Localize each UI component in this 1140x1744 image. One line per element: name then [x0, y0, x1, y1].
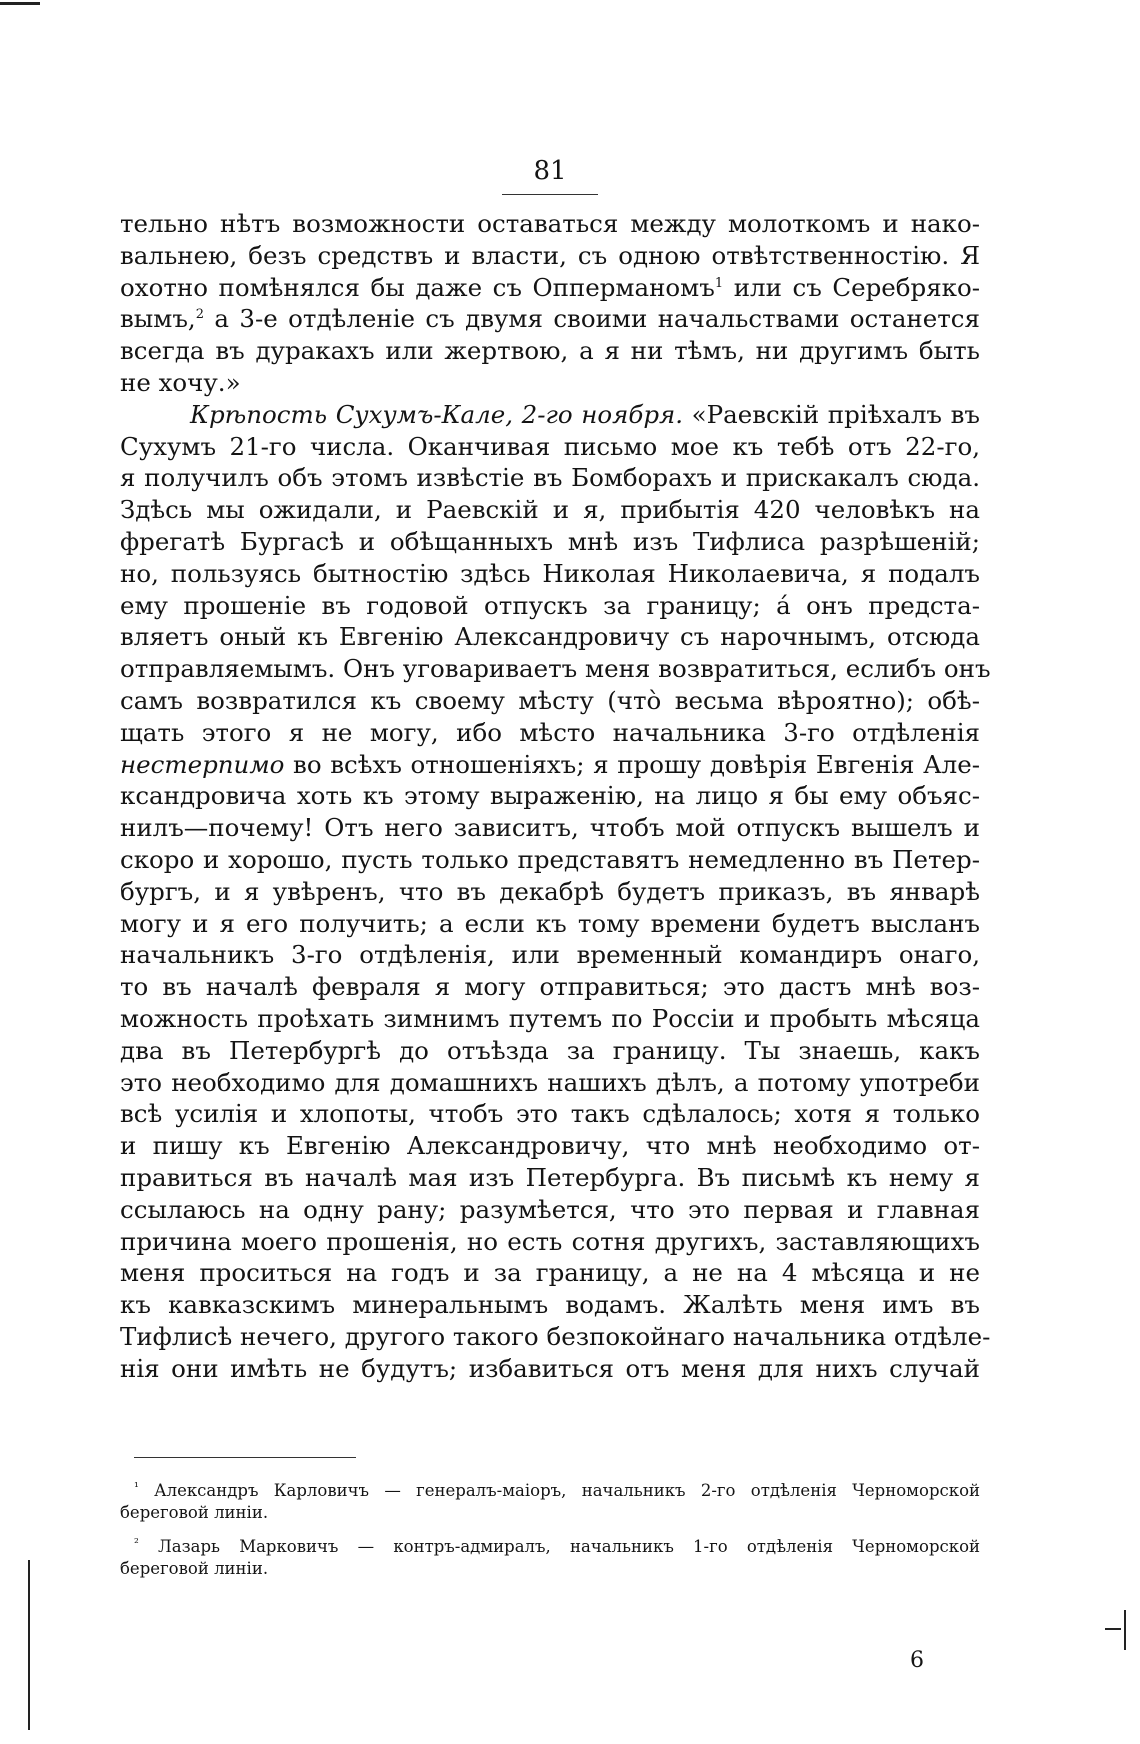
- footnote-text: Лазарь Марковичъ — контръ-адмиралъ, начальникъ 1-го отдѣленія Черноморской: [158, 1537, 980, 1556]
- footnote-line: береговой линіи.: [120, 1503, 269, 1522]
- text-line: но, пользуясь бытностію здѣсь Николая Николаевича, я подалъ: [120, 558, 980, 588]
- footnote-rule: [134, 1457, 356, 1458]
- text-fragment: «Раевскій пріѣхалъ въ: [691, 399, 980, 429]
- page-number-rule: [502, 194, 598, 195]
- text-line: можность проѣхать зимнимъ путемъ по Россіи и пробыть мѣсяца: [120, 1003, 980, 1033]
- text-line: правиться въ началѣ мая изъ Петербурга. Въ письмѣ къ нему я: [120, 1162, 980, 1192]
- scan-artifact-right-edge: [1124, 1610, 1126, 1650]
- text-line: начальникъ 3-го отдѣленія, или временный командиръ онаго,: [120, 940, 980, 970]
- footnote-line: береговой линіи.: [120, 1559, 269, 1578]
- footnote-line: [120, 1480, 980, 1502]
- text-line: щать этого я не могу, ибо мѣсто начальника 3-го отдѣленія: [120, 717, 980, 747]
- body-text: [120, 208, 991, 1384]
- footnote: [120, 1480, 980, 1524]
- text-line: самъ возвратился къ своему мѣсту (что̀ весьма вѣроятно); обѣ-: [120, 685, 980, 715]
- text-line: къ кавказскимъ минеральнымъ водамъ. Жалѣть меня имъ въ: [120, 1290, 980, 1320]
- page-number: 81: [533, 156, 567, 186]
- footnote: [120, 1536, 980, 1580]
- signature-mark: 6: [910, 1648, 924, 1673]
- text-line: [120, 399, 980, 431]
- scan-artifact-left-edge: [28, 1560, 30, 1730]
- text-fragment: охотно помѣнялся бы даже съ Опперманомъ: [120, 272, 715, 302]
- text-line: всегда въ дуракахъ или жертвою, а я ни тѣмъ, ни другимъ быть: [120, 336, 980, 366]
- text-line: два въ Петербургѣ до отъѣзда за границу. Ты знаешь, какъ: [120, 1035, 980, 1065]
- text-fragment: вымъ,: [120, 304, 196, 334]
- text-line: отправляемымъ. Онъ уговариваетъ меня возвратиться, еслибъ онъ: [120, 654, 991, 684]
- text-line: я получилъ объ этомъ извѣстіе въ Бомборахъ и прискакалъ сюда.: [120, 463, 980, 493]
- text-line: меня проситься на годъ и за границу, а не на 4 мѣсяца и не: [120, 1258, 980, 1288]
- footnotes: [120, 1480, 980, 1580]
- text-fragment: или съ Серебряко-: [733, 272, 981, 302]
- text-line: Сухумъ 21-го числа. Оканчивая письмо мое къ тебѣ отъ 22-го,: [120, 431, 980, 461]
- footnote-text: Александръ Карловичъ — генералъ-маіоръ, начальникъ 2-го отдѣленія Черноморской: [154, 1481, 980, 1500]
- text-line: фрегатѣ Бургасѣ и обѣщанныхъ мнѣ изъ Тифлиса разрѣшеній;: [120, 526, 980, 556]
- footnote-marker: 1: [714, 275, 724, 291]
- text-line: нилъ—почему! Отъ него зависитъ, чтобъ мой отпускъ вышелъ и: [120, 813, 980, 843]
- text-line: ксандровича хоть къ этому выраженію, на лицо я бы ему объяс-: [120, 781, 980, 811]
- text-line: скоро и хорошо, пусть только представятъ немедленно въ Петер-: [120, 844, 980, 874]
- text-line: Здѣсь мы ожидали, и Раевскій и я, прибытія 420 человѣкъ на: [120, 495, 980, 525]
- text-line: тельно нѣтъ возможности оставаться между молоткомъ и нако-: [120, 209, 980, 238]
- emphasis: нестерпимо: [120, 749, 285, 779]
- text-line: вляетъ оный къ Евгенію Александровичу съ нарочнымъ, отсюда: [120, 622, 980, 652]
- footnote-mark: ²: [134, 1536, 139, 1550]
- scan-artifact-top-left: [0, 2, 40, 5]
- text-fragment: во всѣхъ отношеніяхъ; я прошу довѣрія Евгенія Але-: [293, 749, 980, 779]
- text-line: не хочу.»: [120, 367, 241, 397]
- text-line: и пишу къ Евгенію Александровичу, что мнѣ необходимо от-: [120, 1131, 980, 1161]
- text-line: всѣ усилія и хлопоты, чтобъ это такъ сдѣлалось; хотя я только: [120, 1099, 980, 1129]
- text-line: причина моего прошенія, но есть сотня другихъ, заставляющихъ: [120, 1226, 980, 1256]
- text-line: то въ началѣ февраля я могу отправиться; это дастъ мнѣ воз-: [120, 972, 980, 1002]
- text-line: вальнею, безъ средствъ и власти, съ одною отвѣтственностію. Я: [120, 240, 980, 270]
- footnote-mark: ¹: [134, 1480, 139, 1494]
- text-line: это необходимо для домашнихъ нашихъ дѣлъ, а потому употреби: [120, 1067, 980, 1097]
- text-line: [120, 303, 980, 335]
- text-line: бургъ, и я увѣренъ, что въ декабрѣ будетъ приказъ, въ январѣ: [120, 876, 980, 906]
- text-fragment: а 3-е отдѣленіе съ двумя своими начальствами останется: [214, 304, 980, 334]
- text-line: [120, 272, 980, 304]
- text-line: [120, 749, 980, 781]
- dateline: Крѣпость Сухумъ-Кале, 2-го ноября.: [190, 399, 684, 429]
- text-line: ему прошеніе въ годовой отпускъ за границу; а́ онъ предста-: [120, 590, 980, 620]
- footnote-marker: 2: [195, 307, 205, 323]
- text-line: нія они имѣть не будутъ; избавиться отъ меня для нихъ случай: [120, 1353, 980, 1383]
- footnote-line: [120, 1536, 980, 1558]
- scan-artifact-right-tick: [1105, 1628, 1121, 1630]
- text-line: ссылаюсь на одну рану; разумѣется, что это первая и главная: [120, 1194, 980, 1224]
- text-line: могу и я его получить; а если къ тому времени будетъ высланъ: [120, 908, 980, 938]
- text-line: Тифлисѣ нечего, другого такого безпокойнаго начальника отдѣле-: [120, 1321, 991, 1351]
